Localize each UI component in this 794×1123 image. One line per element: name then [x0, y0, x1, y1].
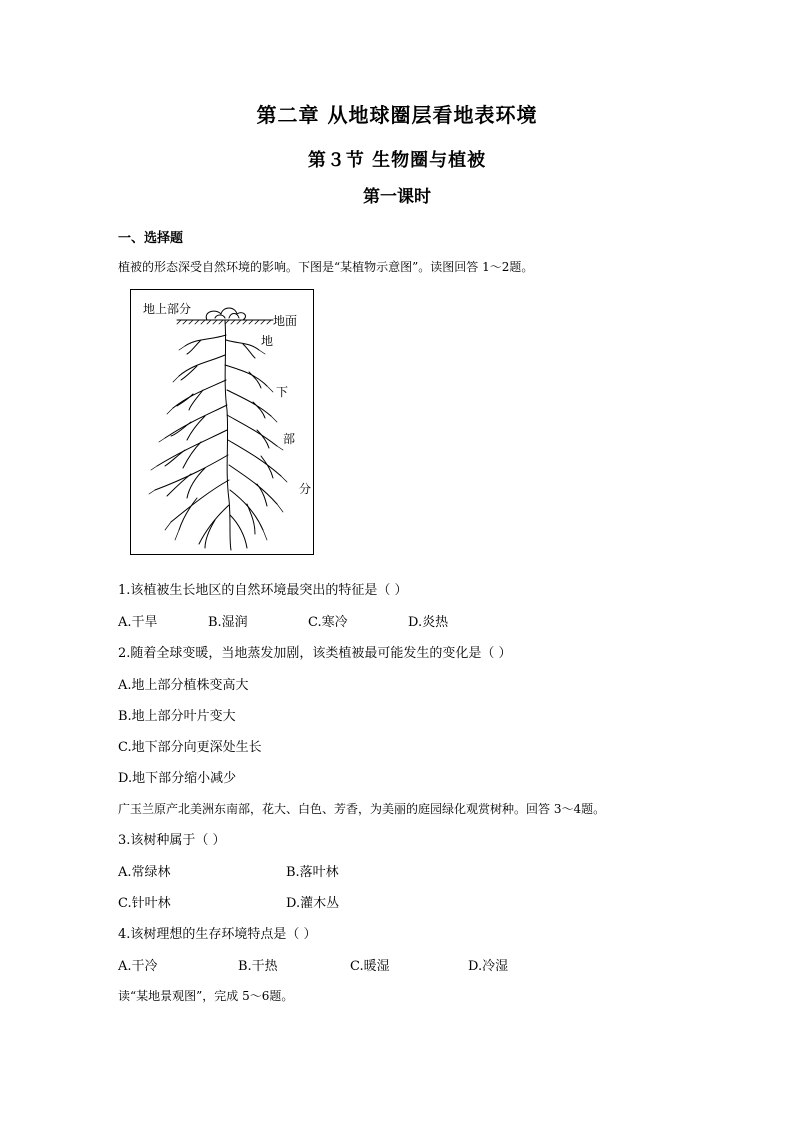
- q2-option-d[interactable]: D.地下部分缩小减少: [118, 771, 237, 786]
- chapter-title: 第二章 从地球圈层看地表环境: [256, 103, 538, 127]
- label-below-char-4: 分: [299, 482, 312, 496]
- q3-option-b[interactable]: B.落叶林: [286, 865, 339, 880]
- label-below-char-3: 部: [283, 432, 296, 446]
- q1-option-b[interactable]: B.湿润: [208, 615, 248, 630]
- root-illustration: [131, 290, 315, 556]
- q4-option-b[interactable]: B.干热: [238, 959, 278, 974]
- question-4-stem: 4.该树理想的生存环境特点是（ ）: [118, 927, 317, 942]
- plant-diagram: [130, 289, 314, 555]
- section-label: 一、选择题: [118, 231, 184, 246]
- q3-option-a[interactable]: A.常绿林: [118, 865, 171, 880]
- lesson-title: 第一课时: [363, 187, 431, 207]
- q1-option-c[interactable]: C.寒冷: [308, 615, 348, 630]
- question-3-stem: 3.该树种属于（ ）: [118, 833, 226, 848]
- intro-text-3: 读“某地景观图”，完成 5～6题。: [118, 989, 294, 1003]
- q1-option-a[interactable]: A.干旱: [118, 615, 158, 630]
- q3-option-c[interactable]: C.针叶林: [118, 896, 171, 911]
- intro-text-2: 广玉兰原产北美洲东南部，花大、白色、芳香，为美丽的庭园绿化观赏树种。回答 3～4题。: [118, 802, 606, 816]
- q2-option-b[interactable]: B.地上部分叶片变大: [118, 709, 236, 724]
- q4-option-c[interactable]: C.暖湿: [350, 959, 390, 974]
- q4-option-d[interactable]: D.冷湿: [468, 959, 509, 974]
- question-2-stem: 2.随着全球变暖，当地蒸发加剧，该类植被最可能发生的变化是（ ）: [118, 646, 512, 661]
- intro-text-1: 植被的形态深受自然环境的影响。下图是“某植物示意图”。读图回答 1～2题。: [118, 260, 534, 274]
- label-below-char-2: 下: [276, 385, 289, 399]
- q3-option-d[interactable]: D.灌木丛: [286, 896, 340, 911]
- q2-option-a[interactable]: A.地上部分植株变高大: [118, 678, 249, 693]
- question-1-stem: 1.该植被生长地区的自然环境最突出的特征是（ ）: [118, 583, 408, 598]
- label-ground-surface: 地面: [273, 314, 298, 328]
- section-title: 第３节 生物圈与植被: [307, 150, 487, 171]
- q1-option-d[interactable]: D.炎热: [408, 615, 449, 630]
- q4-option-a[interactable]: A.干冷: [118, 959, 158, 974]
- label-below-char-1: 地: [261, 334, 274, 348]
- q2-option-c[interactable]: C.地下部分向更深处生长: [118, 740, 262, 755]
- label-above-ground: 地上部分: [143, 302, 192, 316]
